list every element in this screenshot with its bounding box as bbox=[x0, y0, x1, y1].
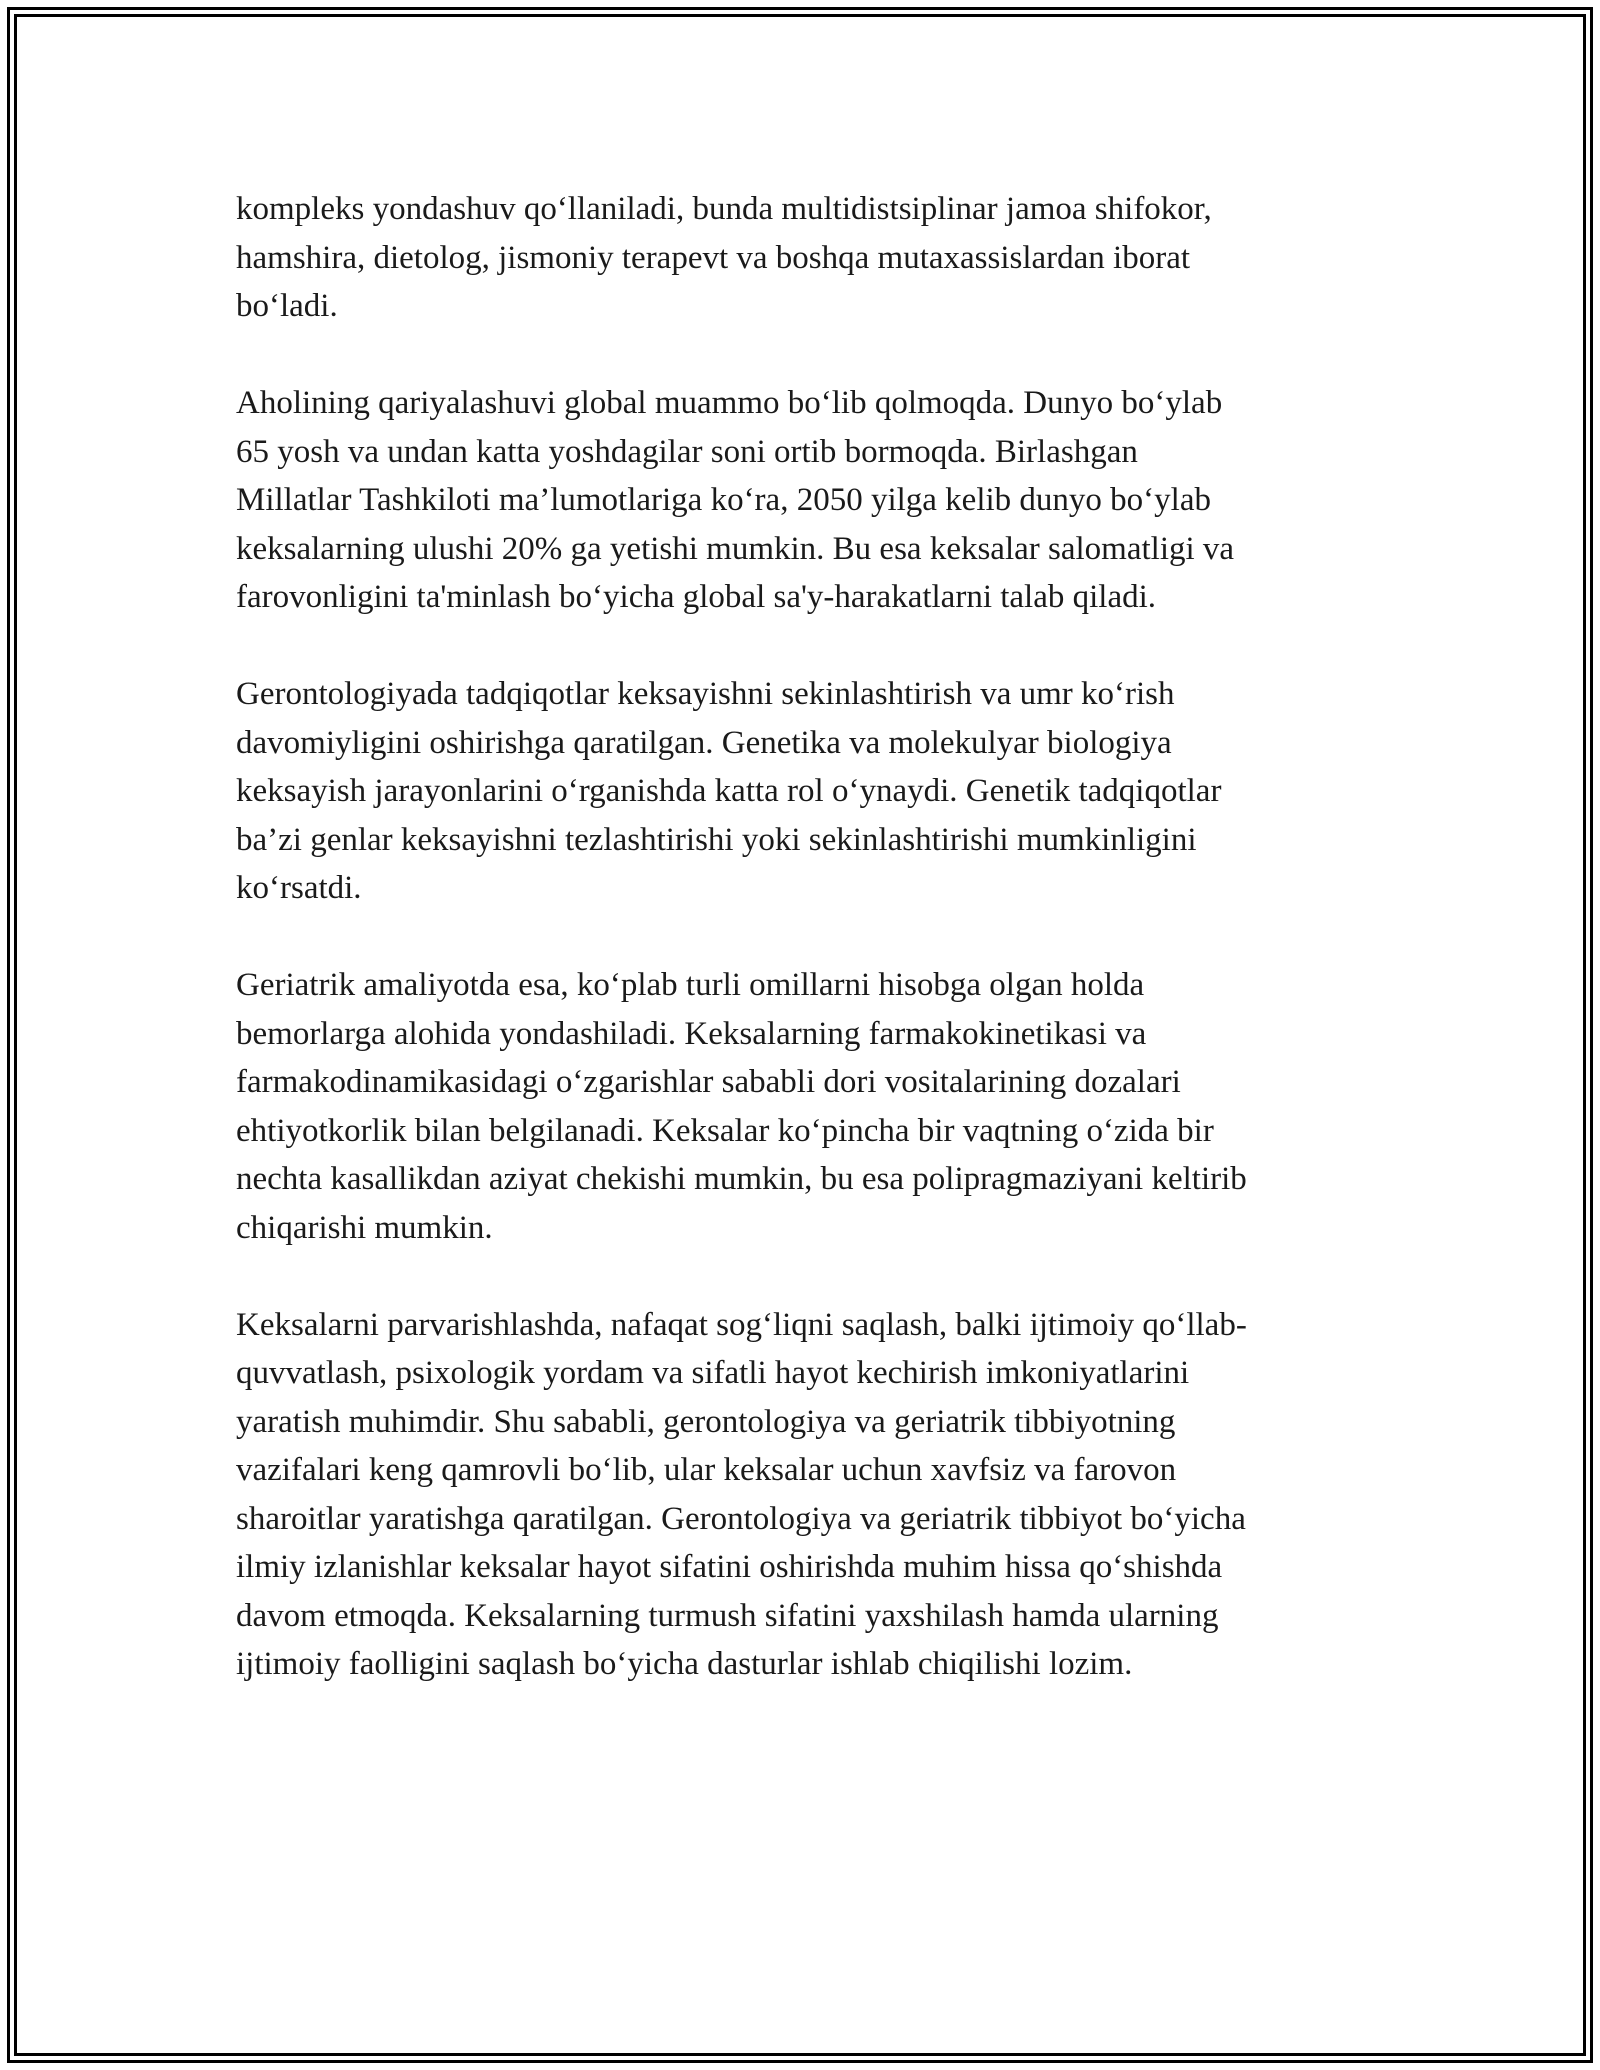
paragraph-1 bbox=[236, 185, 1366, 331]
text-line: ilmiy izlanishlar keksalar hayot sifatini oshirishda muhim hissa qo‘shishda bbox=[236, 1549, 1223, 1585]
text-line: Keksalarni parvarishlashda, nafaqat sog‘liqni saqlash, balki ijtimoiy qo‘llab- bbox=[236, 1306, 1247, 1343]
text-line: farmakodinamikasidagi o‘zgarishlar sababli dori vositalarining dozalari bbox=[236, 1064, 1181, 1100]
text-line: chiqarishi mumkin. bbox=[236, 1209, 493, 1246]
text-line: bo‘ladi. bbox=[236, 288, 338, 324]
text-line: vazifalari keng qamrovli bo‘lib, ular keksalar uchun xavfsiz va farovon bbox=[236, 1452, 1177, 1488]
text-line: ijtimoiy faolligini saqlash bo‘yicha dasturlar ishlab chiqilishi lozim. bbox=[236, 1646, 1133, 1682]
text-line: davom etmoqda. Keksalarning turmush sifatini yaxshilash hamda ularning bbox=[236, 1597, 1219, 1634]
text-line: ehtiyotkorlik bilan belgilanadi. Keksalar ko‘pincha bir vaqtning o‘zida bir bbox=[236, 1112, 1214, 1149]
paragraph-4 bbox=[236, 961, 1366, 1252]
text-line: 65 yosh va undan katta yoshdagilar soni ortib bormoqda. Birlashgan bbox=[236, 433, 1138, 470]
text-line: davomiyligini oshirishga qaratilgan. Genetika va molekulyar biologiya bbox=[236, 724, 1172, 761]
document-body bbox=[236, 185, 1366, 1737]
text-line: Gerontologiyada tadqiqotlar keksayishni sekinlashtirish va umr ko‘rish bbox=[236, 676, 1175, 712]
text-line: ko‘rsatdi. bbox=[236, 870, 362, 906]
paragraph-5 bbox=[236, 1301, 1366, 1689]
text-line: quvvatlash, psixologik yordam va sifatli hayot kechirish imkoniyatlarini bbox=[236, 1355, 1190, 1391]
text-line: keksayish jarayonlarini o‘rganishda katta rol o‘ynaydi. Genetik tadqiqotlar bbox=[236, 773, 1222, 809]
text-line: sharoitlar yaratishga qaratilgan. Gerontologiya va geriatrik tibbiyot bo‘yicha bbox=[236, 1500, 1246, 1537]
text-line: yaratish muhimdir. Shu sababli, gerontologiya va geriatrik tibbiyotning bbox=[236, 1403, 1176, 1440]
text-line: kompleks yondashuv qo‘llaniladi, bunda multidistsiplinar jamoa shifokor, bbox=[236, 191, 1212, 227]
text-line: nechta kasallikdan aziyat chekishi mumkin, bu esa polipragmaziyani keltirib bbox=[236, 1161, 1247, 1197]
paragraph-3 bbox=[236, 670, 1366, 913]
text-line: keksalarning ulushi 20% ga yetishi mumkin. Bu esa keksalar salomatligi va bbox=[236, 530, 1235, 567]
text-line: farovonligini ta'minlash bo‘yicha global sa'y-harakatlarni talab qiladi. bbox=[236, 579, 1157, 615]
text-line: bemorlarga alohida yondashiladi. Keksalarning farmakokinetikasi va bbox=[236, 1015, 1147, 1052]
text-line: hamshira, dietolog, jismoniy terapevt va boshqa mutaxassislardan iborat bbox=[236, 239, 1191, 276]
text-line: ba’zi genlar keksayishni tezlashtirishi yoki sekinlashtirishi mumkinligini bbox=[236, 821, 1197, 858]
paragraph-2 bbox=[236, 379, 1366, 622]
text-line: Aholining qariyalashuvi global muammo bo‘lib qolmoqda. Dunyo bo‘ylab bbox=[236, 385, 1223, 421]
text-line: Geriatrik amaliyotda esa, ko‘plab turli omillarni hisobga olgan holda bbox=[236, 967, 1145, 1003]
text-line: Millatlar Tashkiloti ma’lumotlariga ko‘ra, 2050 yilga kelib dunyo bo‘ylab bbox=[236, 482, 1211, 518]
